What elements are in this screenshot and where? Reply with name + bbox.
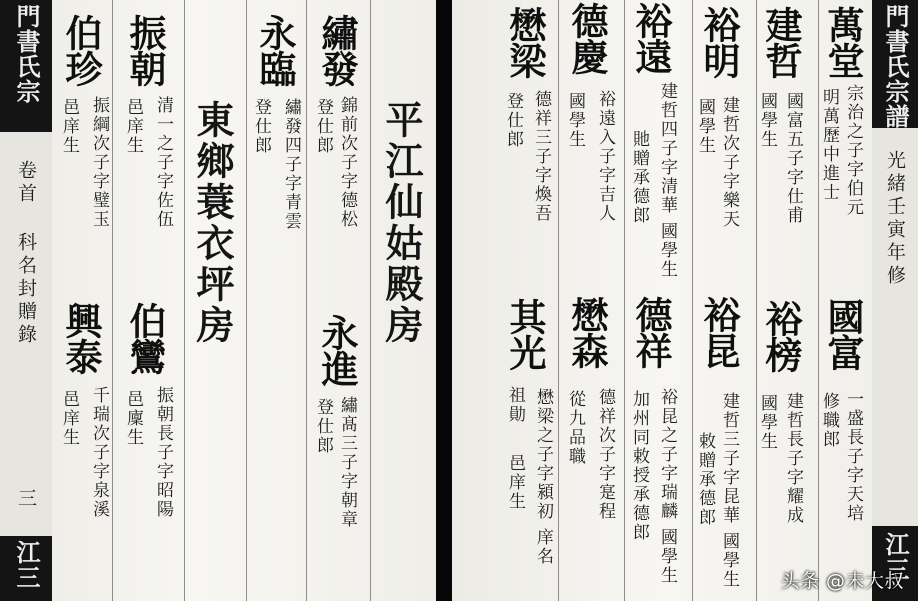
entry-name: 萬堂 — [821, 6, 865, 78]
left-page — [0, 0, 436, 601]
entry-name: 國富 — [821, 298, 865, 370]
margin-label: 光緒壬寅年修 — [884, 150, 906, 288]
entry-name: 裕昆 — [697, 296, 741, 368]
hall-heading-dongxiang: 東鄉蓑衣坪房 — [190, 100, 235, 346]
column-rule — [692, 0, 693, 601]
entry-title: 國學生 — [695, 98, 715, 155]
entry-note: 振朝長子字昭陽 — [153, 386, 173, 519]
entry-title: 敕贈承德郎 — [695, 432, 715, 527]
entry-title: 登仕郎 — [313, 398, 333, 455]
entry-note: 裕昆之子字瑞麟 — [657, 388, 677, 521]
entry-title-cont: 邑庠生 — [505, 454, 525, 511]
margin-bottom-text: 江三 — [12, 540, 41, 590]
entry-title: 登仕郎 — [313, 98, 333, 155]
entry-title: 邑廩生 — [123, 390, 143, 447]
margin-bottom-bar — [0, 536, 52, 601]
entry-title: 國學生 — [757, 92, 777, 149]
entry-name: 裕遠 — [629, 2, 673, 74]
watermark: 头条 @未大叔 — [780, 570, 904, 592]
entry-name: 懋梁 — [503, 6, 547, 78]
page-number: 三 — [15, 488, 37, 511]
column-rule — [756, 0, 757, 601]
entry-title: 國學生 — [565, 92, 585, 149]
entry-title: 登仕郎 — [251, 98, 271, 155]
entry-name: 繡發 — [315, 14, 359, 86]
entry-note-cont: 國學生 — [719, 532, 739, 589]
column-rule — [306, 0, 307, 601]
entry-note: 清一之子字佐伍 — [153, 96, 173, 229]
entry-name: 建哲 — [759, 6, 803, 78]
column-rule — [370, 0, 371, 601]
entry-name: 伯珍 — [59, 14, 103, 86]
left-margin-strip — [0, 0, 52, 601]
entry-title: 祖勛 — [505, 386, 525, 424]
entry-title: 邑庠生 — [59, 98, 79, 155]
entry-note-cont: 庠名 — [533, 528, 553, 566]
margin-title-bar — [0, 0, 52, 132]
entry-note-cont: 國學生 — [657, 222, 677, 279]
entry-title: 從九品職 — [565, 390, 585, 466]
column-rule — [624, 0, 625, 601]
entry-note: 德祥三子字煥吾 — [531, 90, 551, 223]
right-page — [452, 0, 918, 601]
entry-note: 千瑞次子字泉溪 — [89, 386, 109, 519]
entry-title: 國學生 — [757, 394, 777, 451]
margin-title: 門書氏宗譜 — [881, 4, 910, 129]
entry-note: 宗治之子字伯元 — [843, 84, 863, 217]
entry-note: 建哲次子字樂天 — [719, 96, 739, 229]
entry-title: 加州同敕授承德郎 — [629, 390, 649, 542]
hall-heading-pingjiang: 平江仙姑殿房 — [379, 100, 424, 346]
entry-name: 振朝 — [123, 14, 167, 86]
entry-name: 裕明 — [697, 6, 741, 78]
right-margin-strip — [872, 0, 918, 601]
entry-name: 伯鸞 — [123, 302, 167, 374]
entry-note-cont: 國學生 — [657, 528, 677, 585]
entry-note: 一盛長子字天培 — [843, 390, 863, 523]
margin-bottom-text: 江三 — [881, 532, 910, 582]
entry-name: 懋森 — [565, 296, 609, 368]
column-rule — [246, 0, 247, 601]
margin-label: 卷首 科名封贈錄 — [15, 160, 37, 347]
column-rule — [112, 0, 113, 601]
entry-name: 永臨 — [253, 14, 297, 86]
entry-title: 貤贈承德郎 — [629, 130, 649, 225]
entry-name: 永進 — [315, 314, 359, 386]
entry-note: 建哲長子字耀成 — [783, 392, 803, 525]
entry-note: 德祥次子字寔程 — [595, 388, 615, 521]
column-rule — [558, 0, 559, 601]
entry-note: 建哲三子字昆華 — [719, 392, 739, 525]
entry-note: 錦前次子字德松 — [337, 96, 357, 229]
entry-name: 其光 — [503, 298, 547, 370]
entry-name: 德慶 — [565, 2, 609, 74]
column-rule — [184, 0, 185, 601]
entry-note: 國富五子字仕甫 — [783, 92, 803, 225]
entry-name: 裕榜 — [759, 300, 803, 372]
entry-title: 明萬歷中進士 — [819, 88, 839, 202]
entry-title: 邑庠生 — [59, 390, 79, 447]
entry-note: 裕遠入子字吉人 — [595, 90, 615, 223]
entry-note: 懋梁之子字潁初 — [533, 388, 553, 521]
entry-note: 繡發四子字青雲 — [281, 98, 301, 231]
entry-title: 邑庠生 — [123, 98, 143, 155]
margin-title: 門書氏宗 — [12, 4, 41, 104]
entry-name: 興泰 — [59, 302, 103, 374]
entry-name: 德祥 — [629, 296, 673, 368]
entry-note: 建哲四子字清華 — [657, 82, 677, 215]
entry-title: 登仕郎 — [503, 92, 523, 149]
entry-note: 振綱次子字璧玉 — [89, 96, 109, 229]
entry-title: 修職郎 — [819, 392, 839, 449]
entry-note: 繡髙三子字朝章 — [337, 396, 357, 529]
margin-title-bar — [872, 0, 918, 128]
book-gutter — [436, 0, 452, 601]
